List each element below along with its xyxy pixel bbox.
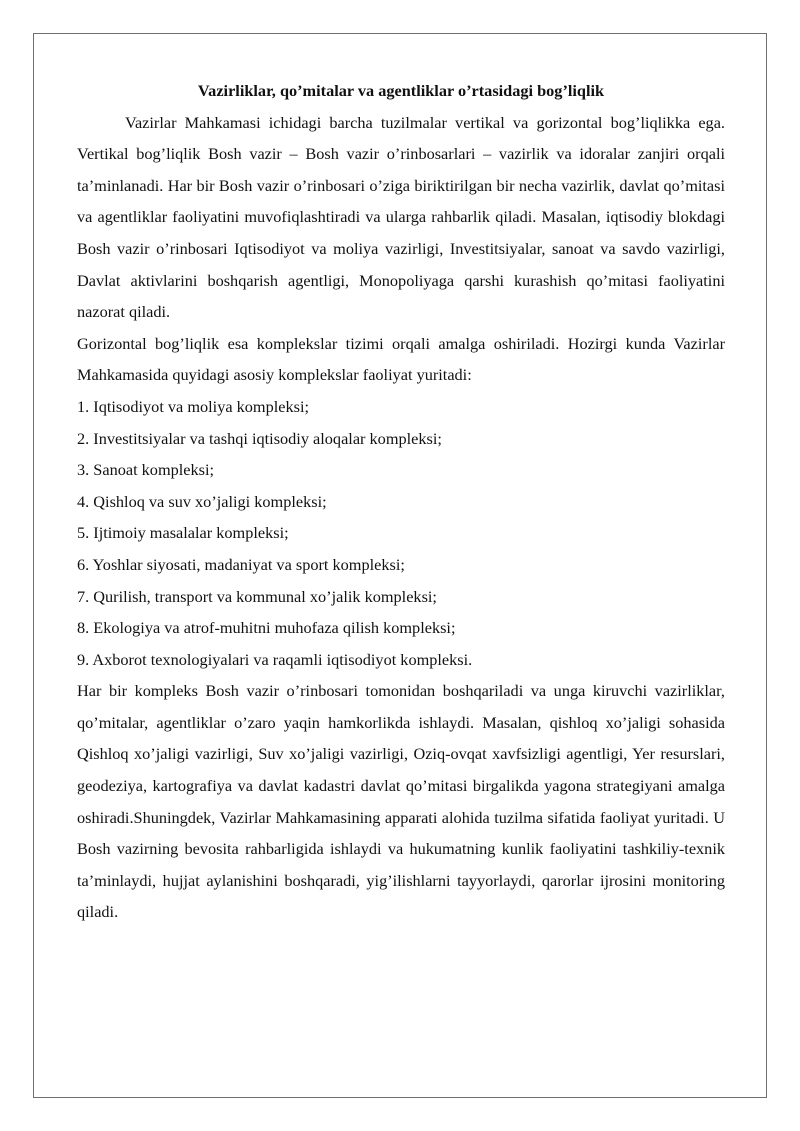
list-item: 6. Yoshlar siyosati, madaniyat va sport kompleksi;	[77, 554, 405, 574]
list-item: 7. Qurilish, transport va kommunal xo’jalik kompleksi;	[77, 586, 437, 606]
document-body	[77, 75, 725, 928]
paragraph-vertical-link: Vazirlar Mahkamasi ichidagi barcha tuzilmalar vertikal va gorizontal bog’liqlikka ega. Vertikal bog’liqlik Bosh vazir – Bosh vazir o’rinbosarlari – vazirlik va idoralar zanjiri orqali ta’minlanadi. Har bir Bosh vazir o’rinbosari o’ziga biriktirilgan bir necha vazirlik, davlat qo’mitasi va agentliklar faoliyatini muvofiqlashtiradi va ularga rahbarlik qiladi. Masalan, iqtisodiy blokdagi Bosh vazir o’rinbosari Iqtisodiyot va moliya vazirligi, Investitsiyalar, sanoat va savdo vazirligi, Davlat aktivlarini boshqarish agentligi, Monopoliyaga qarshi kurashish qo’mitasi faoliyatini nazorat qiladi.	[77, 112, 725, 322]
document-title: Vazirliklar, qo’mitalar va agentliklar o’rtasidagi bog’liqlik	[197, 81, 605, 100]
paragraph-horizontal-link: Gorizontal bog’liqlik esa komplekslar tizimi orqali amalga oshiriladi. Hozirgi kunda Vazirlar Mahkamasida quyidagi asosiy komplekslar faoliyat yuritadi:	[77, 333, 725, 385]
list-item: 3. Sanoat kompleksi;	[77, 460, 215, 480]
list-item: 1. Iqtisodiyot va moliya kompleksi;	[77, 396, 309, 416]
list-item: 8. Ekologiya va atrof-muhitni muhofaza qilish kompleksi;	[77, 618, 456, 638]
list-item: 5. Ijtimoiy masalalar kompleksi;	[77, 523, 289, 543]
list-item: 9. Axborot texnologiyalari va raqamli iqtisodiyot kompleksi.	[77, 649, 473, 669]
list-item: 2. Investitsiyalar va tashqi iqtisodiy aloqalar kompleksi;	[77, 428, 442, 448]
paragraph-complex-management: Har bir kompleks Bosh vazir o’rinbosari tomonidan boshqariladi va unga kiruvchi vazirliklar, qo’mitalar, agentliklar o’zaro yaqin hamkorlikda ishlaydi. Masalan, qishloq xo’jaligi sohasida Qishloq xo’jaligi vazirligi, Suv xo’jaligi vazirligi, Oziq-ovqat xavfsizligi agentligi, Yer resurslari, geodeziya, kartografiya va davlat kadastri davlat qo’mitasi birgalikda yagona strategiyani amalga oshiradi.Shuningdek, Vazirlar Mahkamasining apparati alohida tuzilma sifatida faoliyat yuritadi. U Bosh vazirning bevosita rahbarligida ishlaydi va hukumatning kunlik faoliyatini tashkiliy-texnik ta’minlaydi, hujjat aylanishini boshqaradi, yig’ilishlarni tayyorlaydi, qarorlar ijrosini monitoring qiladi.	[77, 681, 725, 922]
list-item: 4. Qishloq va suv xo’jaligi kompleksi;	[77, 491, 327, 511]
complexes-list	[77, 391, 725, 675]
